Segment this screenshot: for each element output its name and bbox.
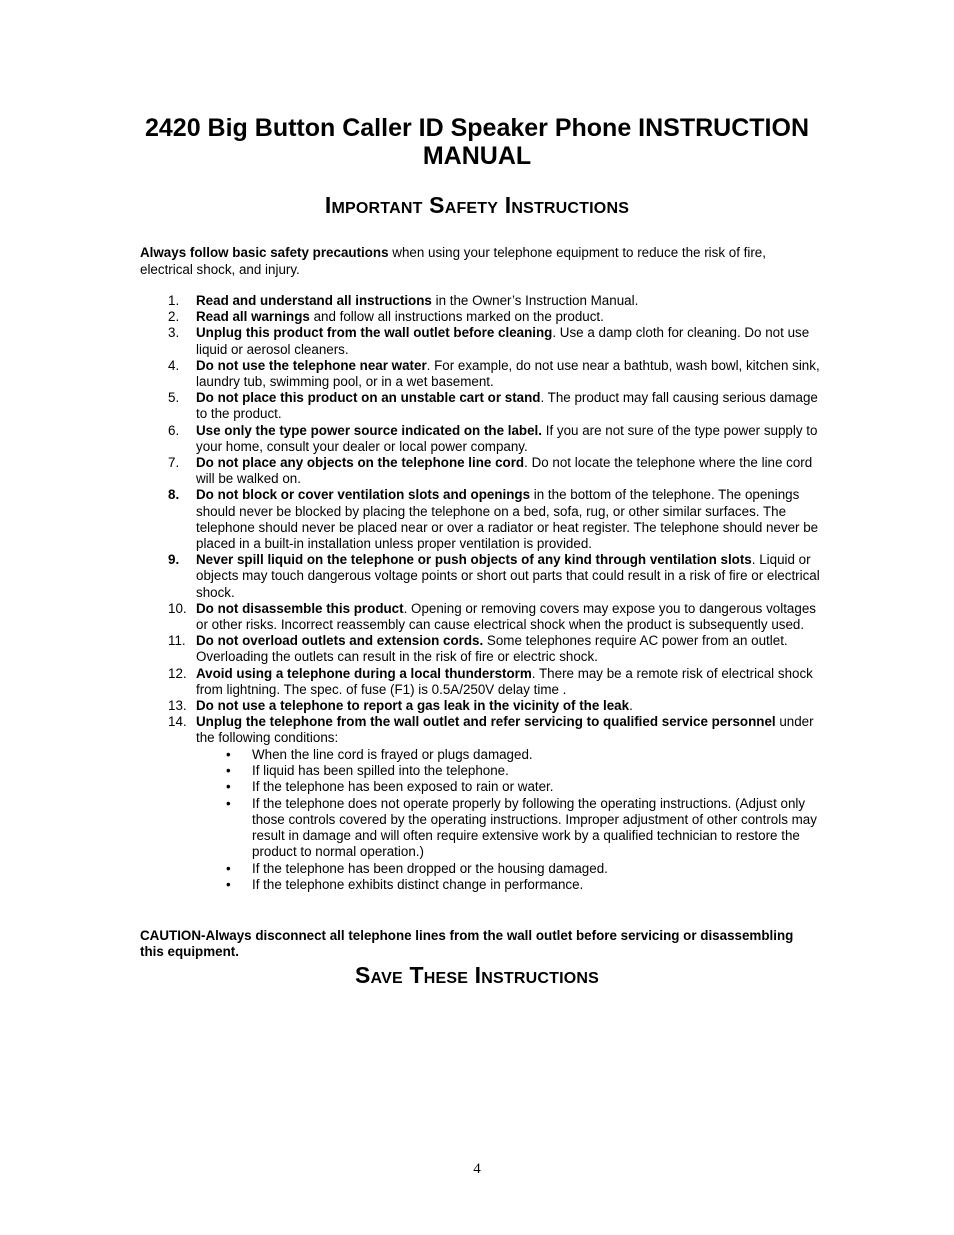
item-text: Some telephones require AC power from an outlet. Overloading the outlets can result in the risk of fire or electric shock. [196,633,788,665]
item-number: 11. [168,633,186,649]
item-bold: Never spill liquid on the telephone or push objects of any kind through ventilation slots [196,552,752,568]
item-bold: Do not overload outlets and extension cords. [196,633,484,649]
bullet-icon: • [226,877,231,893]
item-number: 8. [168,487,180,503]
condition-item [196,763,830,779]
list-item [140,309,830,325]
list-item [140,423,830,455]
list-item [140,601,830,633]
item-text: . For example, do not use near a bathtub, wash bowl, kitchen sink, laundry tub, swimming pool, or in a wet basement. [196,357,820,390]
item-number: 9. [168,552,180,568]
page-number: 4 [473,1161,481,1177]
bullet-icon: • [226,795,231,811]
caution-notice: CAUTION-Always disconnect all telephone lines from the wall outlet before servicing or disassembling this equipment. [140,928,794,959]
list-item [140,633,830,665]
list-item [140,552,830,601]
item-text: in the bottom of the telephone. The openings should never be blocked by placing the telephone on a bed, sofa, rug, or other similar surfaces. The telephone should never be placed near or over a radiator or heat register. The telephone should never be placed in a built-in installation unless proper ventilation is provided. [196,487,819,552]
list-item [140,293,830,309]
condition-text: If the telephone has been dropped or the housing damaged. [252,860,608,876]
condition-text: If liquid has been spilled into the telephone. [252,762,509,778]
condition-text: If the telephone exhibits distinct change in performance. [252,877,584,893]
item-bold: Do not disassemble this product [196,600,404,616]
item-text: If you are not sure of the type power supply to your home, consult your dealer or local power company. [196,422,818,454]
item-text: and follow all instructions marked on the product. [309,309,604,325]
item-text: . Liquid or objects may touch dangerous voltage points or short out parts that could result in a risk of fire or electrical shock. [196,552,820,600]
condition-text: When the line cord is frayed or plugs damaged. [252,746,533,762]
list-item [140,698,830,714]
safety-list [140,293,830,893]
page-title: 2420 Big Button Caller ID Speaker Phone INSTRUCTION MANUAL [144,114,809,170]
item-text: . Use a damp cloth for cleaning. Do not use liquid or aerosol cleaners. [196,325,810,357]
list-item [140,666,830,698]
list-item [140,455,830,487]
item-number: 4. [168,357,180,373]
condition-item [196,747,830,763]
item-text: . There may be a remote risk of electrical shock from lightning. The spec. of fuse (F1) is 0.5A/250V delay time . [196,665,813,697]
bullet-icon: • [226,746,231,762]
item-text: . Do not locate the telephone where the line cord will be walked on. [196,455,813,487]
list-item [140,487,830,552]
conditions-list [196,747,830,894]
item-text: under the following conditions: [196,714,814,746]
item-number: 13. [168,698,187,714]
item-text: . Opening or removing covers may expose you to dangerous voltages or other risks. Incorrect reassembly can cause electrical shock when the product is subsequently used. [196,600,816,633]
item-number: 7. [168,455,180,471]
heading-save-instructions: Save These Instructions [355,962,599,988]
item-bold: Read all warnings [196,309,310,325]
item-bold: Avoid using a telephone during a local thunderstorm [196,665,532,681]
item-bold: Unplug the telephone from the wall outlet and refer servicing to qualified service personnel [196,714,776,730]
condition-text: If the telephone does not operate properly by following the operating instructions. (Adjust only those controls covered by the operating instructions. Improper adjustment of other controls may result in damage and will often require extensive work by a qualified technician to restore the product to normal operation.) [252,795,817,860]
list-item [140,390,830,422]
item-number: 14. [168,714,187,730]
intro-paragraph [140,244,820,278]
item-number: 2. [168,309,180,325]
heading-safety-instructions: Important Safety Instructions [324,192,630,218]
item-text: . The product may fall causing serious damage to the product. [196,390,818,422]
condition-item [196,861,830,877]
item-bold: Use only the type power source indicated on the label. [196,422,542,438]
item-text: . [629,698,633,714]
list-item [140,714,830,893]
item-bold: Do not place this product on an unstable cart or stand [196,390,541,406]
intro-text: when using your telephone equipment to reduce the risk of fire, electrical shock, and injury. [140,245,766,277]
condition-text: If the telephone has been exposed to rain or water. [252,779,554,795]
item-bold: Read and understand all instructions [196,293,432,308]
item-bold: Do not use the telephone near water [196,357,427,373]
item-number: 3. [168,325,180,341]
item-number: 12. [168,665,187,681]
list-item [140,358,830,390]
bullet-icon: • [226,860,231,876]
item-number: 10. [168,600,187,616]
item-number: 6. [168,422,180,438]
item-bold: Unplug this product from the wall outlet before cleaning [196,325,553,341]
condition-item [196,877,830,893]
bullet-icon: • [226,762,231,778]
condition-item [196,796,830,861]
list-item [140,325,830,357]
item-bold: Do not block or cover ventilation slots and openings [196,487,531,503]
item-text: in the Owner’s Instruction Manual. [431,293,639,308]
item-bold: Do not use a telephone to report a gas leak in the vicinity of the leak [196,698,630,714]
item-number: 5. [168,390,180,406]
item-bold: Do not place any objects on the telephone line cord [196,455,525,471]
intro-bold: Always follow basic safety precautions [140,245,389,260]
bullet-icon: • [226,779,231,795]
item-number: 1. [168,293,180,308]
condition-item [196,779,830,795]
